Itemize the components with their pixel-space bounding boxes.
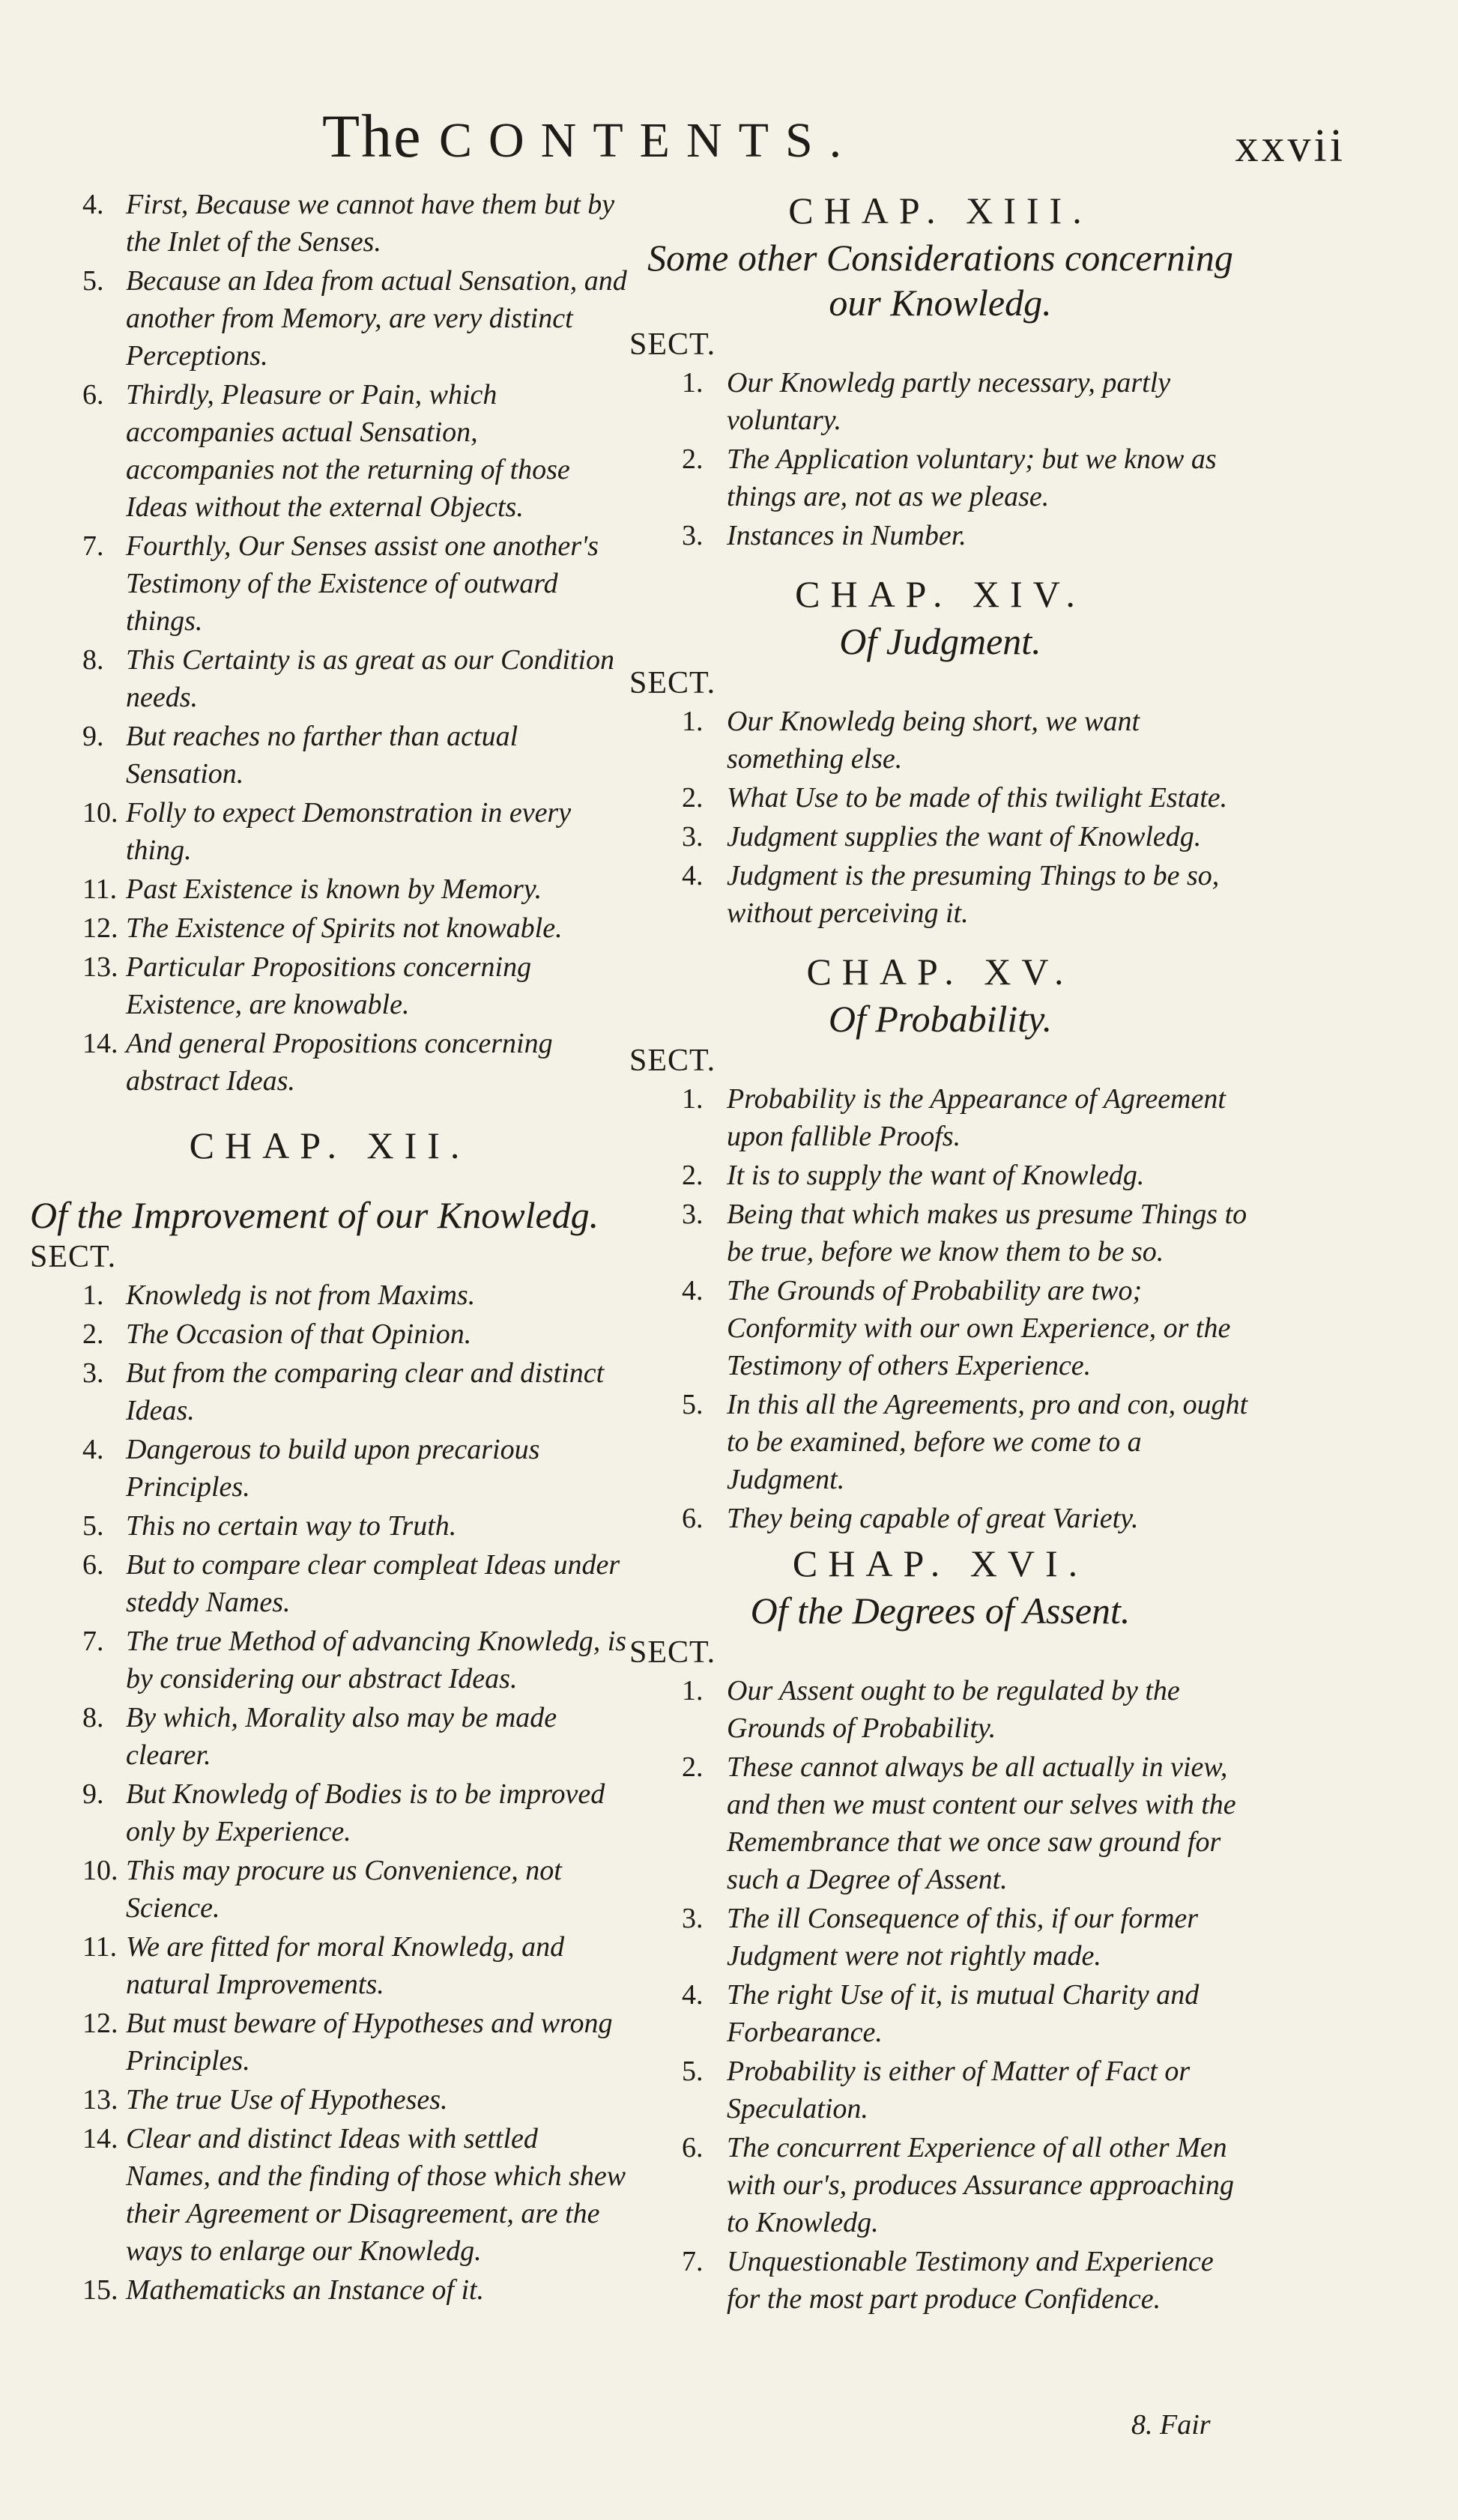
section-number: 5. (682, 2056, 704, 2087)
section-summary: But must beware of Hypotheses and wrong Principles. (126, 2008, 613, 2077)
section-number: 4. (682, 1979, 704, 2011)
section-number: 4. (682, 860, 704, 891)
section-number: 6. (82, 379, 104, 411)
contents-entry (30, 1623, 629, 1697)
section-summary: But Knowledg of Bodies is to be improved only by Experience. (126, 1778, 605, 1847)
section-number: 9. (82, 721, 104, 752)
section-number: 13. (82, 951, 118, 983)
chap13-sect-label: SECT. (629, 327, 716, 362)
section-number: 2. (682, 443, 704, 475)
section-summary: This Certainty is as great as our Condition needs. (126, 644, 615, 713)
chap15-list (629, 1080, 1251, 1537)
section-number: 8. (82, 644, 104, 676)
section-number: 1. (82, 1279, 104, 1311)
contents-entry (30, 1276, 629, 1314)
contents-entry (30, 641, 629, 716)
chap15-title: Of Probability. (828, 998, 1053, 1040)
section-summary: The true Method of advancing Knowledg, is by considering our abstract Ideas. (126, 1626, 627, 1694)
contents-entry (629, 703, 1251, 778)
section-number: 4. (682, 1275, 704, 1306)
contents-entry (30, 794, 629, 869)
section-number: 10. (82, 1855, 118, 1886)
section-summary: Probability is either of Matter of Fact or Speculation. (727, 2056, 1191, 2124)
section-number: 6. (682, 2132, 704, 2163)
section-summary: The right Use of it, is mutual Charity and Forbearance. (727, 1979, 1200, 2048)
contents-entry (629, 1976, 1251, 2051)
section-summary: Dangerous to build upon precarious Principles. (126, 1434, 540, 1503)
chap13-list (629, 364, 1251, 554)
contents-entry (629, 2053, 1251, 2127)
section-summary: Mathematicks an Instance of it. (126, 2274, 485, 2306)
catchword: 8. Fair (1131, 2409, 1211, 2441)
section-summary: They being capable of great Variety. (727, 1503, 1139, 1534)
section-number: 1. (682, 706, 704, 737)
chap12-heading: CHAP. XII. (189, 1124, 471, 1166)
contents-entry (30, 2271, 629, 2309)
right-column (629, 186, 1251, 2319)
contents-entry (629, 857, 1251, 932)
chap16-list (629, 1672, 1251, 2318)
section-number: 14. (82, 2123, 118, 2154)
section-summary: These cannot always be all actually in view, and then we must content our selves with the Remembrance that we once saw ground for such a Degree of Assent. (727, 1751, 1236, 1895)
left-column (30, 186, 629, 2310)
section-summary: Judgment is the presuming Things to be so, without perceiving it. (727, 860, 1220, 929)
section-number: 5. (82, 265, 104, 297)
section-summary: By which, Morality also may be made clearer. (126, 1702, 557, 1771)
section-number: 7. (682, 2246, 704, 2277)
contents-entry (30, 1507, 629, 1545)
section-number: 14. (82, 1028, 118, 1059)
chap16-title: Of the Degrees of Assent. (750, 1590, 1131, 1632)
section-number: 3. (682, 520, 704, 551)
contents-entry (30, 1354, 629, 1429)
contents-entry (30, 909, 629, 947)
section-summary: And general Propositions concerning abstract Ideas. (126, 1028, 553, 1097)
contents-entry (30, 1928, 629, 2003)
section-summary: Knowledg is not from Maxims. (126, 1279, 476, 1311)
section-summary: The Existence of Spirits not knowable. (126, 912, 563, 944)
section-summary: First, Because we cannot have them but by the Inlet of the Senses. (126, 189, 615, 258)
section-number: 2. (682, 782, 704, 814)
contents-entry (30, 1431, 629, 1506)
chap12-list (30, 1276, 629, 2309)
section-summary: Unquestionable Testimony and Experience for the most part produce Confidence. (727, 2246, 1214, 2315)
section-number: 6. (682, 1503, 704, 1534)
section-number: 1. (682, 1675, 704, 1706)
section-number: 6. (82, 1549, 104, 1581)
contents-entry (30, 718, 629, 793)
contents-entry (629, 2129, 1251, 2241)
contents-entry (629, 1672, 1251, 1747)
section-number: 3. (682, 1199, 704, 1230)
section-summary: Judgment supplies the want of Knowledg. (727, 821, 1202, 852)
section-number: 12. (82, 2008, 118, 2039)
contents-entry (30, 2081, 629, 2118)
chap13-title: Some other Considerations concerning our Knowledg. (647, 237, 1233, 324)
section-number: 3. (82, 1357, 104, 1389)
section-summary: The concurrent Experience of all other Men with our's, produces Assurance approaching to Knowledg. (727, 2132, 1234, 2238)
contents-entry (30, 1025, 629, 1100)
contents-entry (30, 527, 629, 640)
contents-entry (30, 262, 629, 375)
contents-entry (30, 2005, 629, 2080)
section-number: 15. (82, 2274, 118, 2306)
chap16-heading: CHAP. XVI. (792, 1542, 1089, 1584)
section-number: 2. (682, 1160, 704, 1191)
section-number: 1. (682, 367, 704, 399)
section-number: 4. (82, 1434, 104, 1465)
section-number: 12. (82, 912, 118, 944)
section-summary: Our Assent ought to be regulated by the Grounds of Probability. (727, 1675, 1180, 1744)
chap14-list (629, 703, 1251, 932)
section-summary: The true Use of Hypotheses. (126, 2084, 448, 2115)
contents-entry (30, 1315, 629, 1353)
contents-entry (629, 1196, 1251, 1270)
section-summary: The Occasion of that Opinion. (126, 1318, 472, 1350)
contents-entry (629, 1386, 1251, 1498)
section-summary: Clear and distinct Ideas with settled Names, and the finding of those which shew their Agreement or Disagreement, are the ways to enlarge our Knowledg. (126, 2123, 626, 2267)
section-summary: Being that which makes us presume Things to be true, before we know them to be so. (727, 1199, 1247, 1267)
section-number: 5. (82, 1510, 104, 1542)
section-number: 4. (82, 189, 104, 220)
contents-entry (629, 440, 1251, 515)
contents-entry (30, 870, 629, 908)
contents-entry (30, 1699, 629, 1774)
section-summary: In this all the Agreements, pro and con, ought to be examined, before we come to a Judgment. (727, 1389, 1248, 1495)
section-summary: Past Existence is known by Memory. (126, 873, 542, 905)
section-summary: The Grounds of Probability are two; Conformity with our own Experience, or the Testimony of others Experience. (727, 1275, 1231, 1381)
contents-entry (629, 779, 1251, 817)
running-title (322, 101, 858, 172)
section-summary: Folly to expect Demonstration in every thing. (126, 797, 572, 866)
section-summary: It is to supply the want of Knowledg. (727, 1160, 1145, 1191)
section-summary: This may procure us Convenience, not Science. (126, 1855, 562, 1924)
contents-entry (629, 1500, 1251, 1537)
contents-entry (629, 517, 1251, 554)
contents-entry (30, 1546, 629, 1621)
section-number: 13. (82, 2084, 118, 2115)
section-number: 8. (82, 1702, 104, 1733)
section-number: 7. (82, 1626, 104, 1657)
contents-entry (30, 948, 629, 1023)
section-summary: Thirdly, Pleasure or Pain, which accompanies actual Sensation, accompanies not the returning of those Ideas without the external Objects. (126, 379, 570, 523)
section-summary: The ill Consequence of this, if our former Judgment were not rightly made. (727, 1903, 1199, 1972)
chap13-heading: CHAP. XIII. (788, 190, 1092, 231)
section-summary: We are fitted for moral Knowledg, and natural Improvements. (126, 1931, 565, 2000)
contents-entry (629, 1272, 1251, 1384)
contents-entry (629, 818, 1251, 855)
contents-entry (629, 1748, 1251, 1898)
section-number: 3. (682, 1903, 704, 1934)
contents-entry (30, 376, 629, 526)
chap12-title: Of the Improvement of our Knowledg. (30, 1194, 599, 1236)
page-number: xxvii (1235, 121, 1346, 172)
section-summary: Particular Propositions concerning Existence, are knowable. (126, 951, 532, 1020)
running-title-contents: CONTENTS. (438, 113, 859, 168)
contents-entry (30, 1775, 629, 1850)
section-summary: Probability is the Appearance of Agreement upon fallible Proofs. (727, 1083, 1226, 1152)
section-number: 11. (82, 873, 118, 905)
chap12-sect-label: SECT. (30, 1240, 117, 1274)
contents-entry (30, 2120, 629, 2270)
section-number: 2. (682, 1751, 704, 1783)
section-summary: Our Knowledg partly necessary, partly voluntary. (727, 367, 1171, 436)
contents-entry (30, 1852, 629, 1927)
section-number: 10. (82, 797, 118, 829)
section-number: 9. (82, 1778, 104, 1810)
chap14-title: Of Judgment. (839, 620, 1041, 662)
chap11-continued-list (30, 186, 629, 1100)
chap15-heading: CHAP. XV. (806, 951, 1074, 993)
running-title-the: The (322, 102, 423, 170)
section-summary: But from the comparing clear and distinct Ideas. (126, 1357, 605, 1426)
contents-entry (629, 2243, 1251, 2318)
chap14-heading: CHAP. XIV. (795, 573, 1086, 615)
section-summary: But to compare clear compleat Ideas under steddy Names. (126, 1549, 620, 1618)
section-summary: Instances in Number. (727, 520, 967, 551)
section-number: 7. (82, 530, 104, 562)
section-summary: Because an Idea from actual Sensation, and another from Memory, are very distinct Perceptions. (126, 265, 627, 372)
chap16-sect-label: SECT. (629, 1635, 716, 1670)
chap15-sect-label: SECT. (629, 1044, 716, 1078)
contents-entry (629, 1080, 1251, 1155)
section-summary: But reaches no farther than actual Sensation. (126, 721, 518, 790)
section-number: 3. (682, 821, 704, 852)
section-summary: Our Knowledg being short, we want something else. (727, 706, 1140, 775)
chap14-sect-label: SECT. (629, 666, 716, 700)
section-number: 1. (682, 1083, 704, 1115)
section-summary: Fourthly, Our Senses assist one another's Testimony of the Existence of outward things. (126, 530, 599, 637)
contents-entry (629, 1900, 1251, 1975)
section-summary: This no certain way to Truth. (126, 1510, 457, 1542)
section-summary: The Application voluntary; but we know as things are, not as we please. (727, 443, 1217, 512)
contents-entry (629, 364, 1251, 439)
section-number: 5. (682, 1389, 704, 1420)
section-summary: What Use to be made of this twilight Estate. (727, 782, 1228, 814)
contents-entry (629, 1157, 1251, 1194)
contents-entry (30, 186, 629, 261)
section-number: 2. (82, 1318, 104, 1350)
section-number: 11. (82, 1931, 118, 1963)
